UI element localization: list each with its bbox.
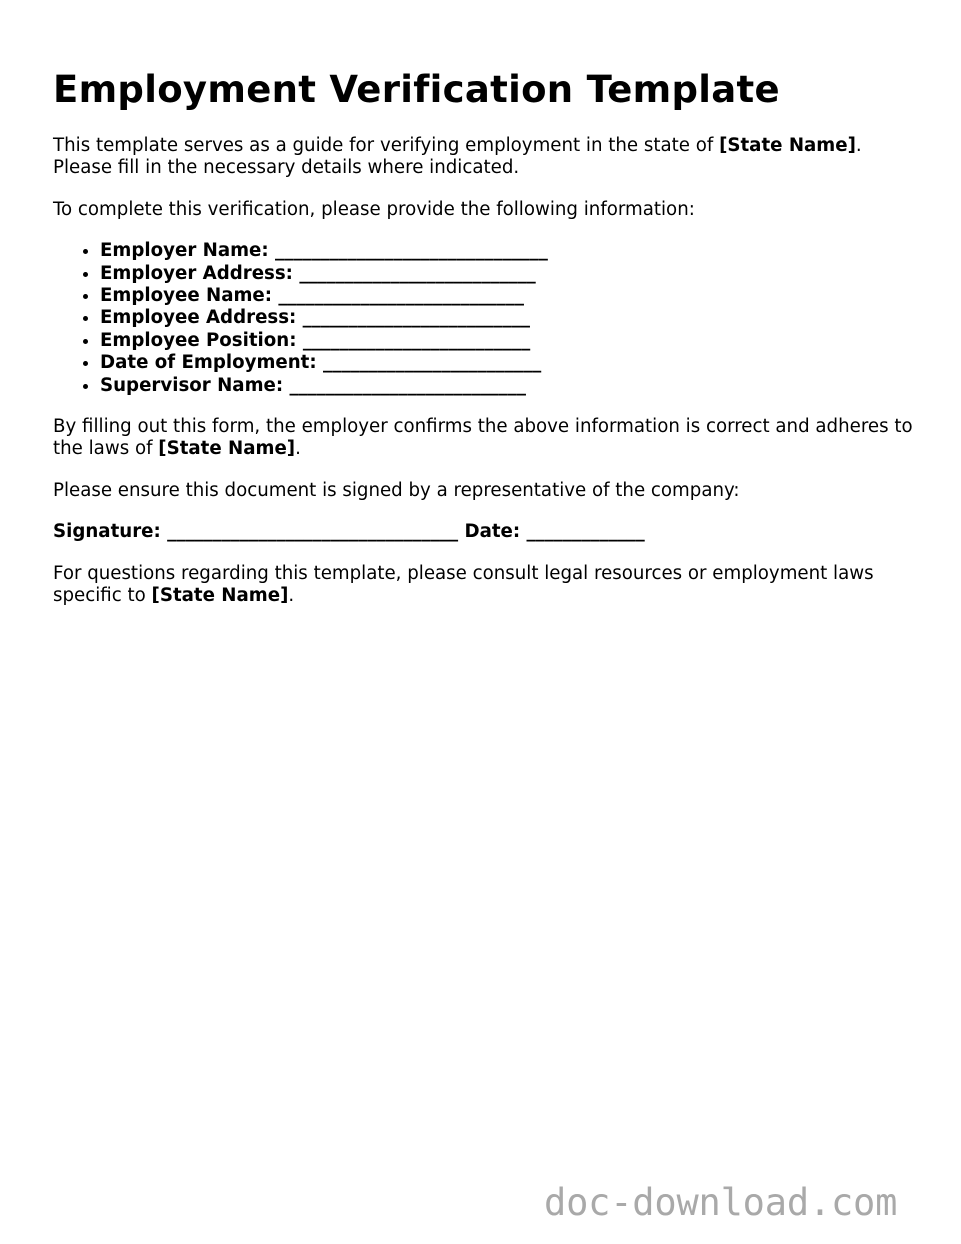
signature-line [53, 521, 923, 543]
field-label: Employee Name: [100, 285, 273, 307]
date-label: Date: [464, 521, 521, 543]
field-label: Supervisor Name: [100, 374, 284, 396]
field-blank[interactable]: _________________________ [302, 307, 531, 329]
field-label: Employer Name: [100, 240, 269, 262]
list-item-employee-name [100, 285, 923, 307]
confirmation-paragraph [53, 416, 923, 461]
sign-request-paragraph: Please ensure this document is signed by a representative of the company: [53, 479, 740, 501]
signature-label: Signature: [53, 521, 161, 543]
field-label: Employee Position: [100, 329, 297, 351]
field-blank[interactable]: _________________________ [302, 329, 531, 351]
field-label: Date of Employment: [100, 352, 317, 374]
field-label: Employer Address: [100, 262, 293, 284]
footer-note-text-end: . [288, 585, 295, 607]
field-blank[interactable]: ______________________________ [275, 240, 548, 262]
date-blank[interactable]: _____________ [526, 521, 645, 543]
intro-text: This template serves as a guide for verifying employment in the state of [53, 135, 720, 156]
field-blank[interactable]: __________________________ [299, 262, 536, 284]
intro-text-end: . Please fill in the necessary details where indicated. [53, 135, 862, 179]
state-placeholder: [State Name] [719, 135, 856, 156]
list-item-employee-address [100, 307, 923, 329]
field-blank[interactable]: __________________________ [289, 374, 526, 396]
list-item-employer-name [100, 240, 923, 262]
list-item-employer-address [100, 263, 923, 285]
field-label: Employee Address: [100, 307, 297, 329]
field-blank[interactable]: ___________________________ [278, 285, 524, 307]
list-item-date-of-employment [100, 352, 923, 374]
signature-blank[interactable]: ________________________________ [167, 521, 459, 543]
instructions-paragraph: To complete this verification, please provide the following information: [53, 198, 695, 220]
intro-paragraph [53, 135, 923, 180]
document-title: Employment Verification Template [53, 68, 780, 111]
field-blank[interactable]: ________________________ [323, 352, 542, 374]
confirmation-text-end: . [295, 438, 301, 460]
fields-list [53, 240, 923, 397]
footer-note-paragraph [53, 563, 923, 608]
list-item-employee-position [100, 330, 923, 352]
state-placeholder: [State Name] [158, 438, 296, 460]
state-placeholder: [State Name] [151, 585, 289, 607]
confirmation-text: By filling out this form, the employer confirms the above information is correct and adheres to the laws of [53, 416, 913, 460]
footer-note-text: For questions regarding this template, please consult legal resources or employment laws specific to [53, 562, 874, 607]
watermark: doc-download.com [544, 1181, 898, 1224]
list-item-supervisor-name [100, 375, 923, 397]
document-page [53, 66, 923, 627]
